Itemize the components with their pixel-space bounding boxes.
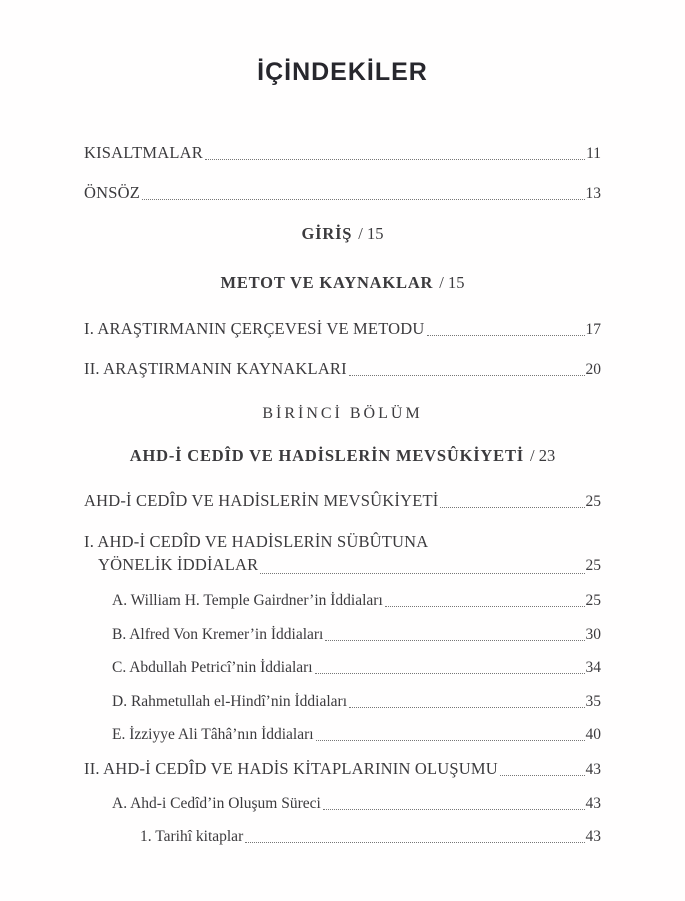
dotted-leader xyxy=(500,775,585,776)
section-heading-page: / 15 xyxy=(358,224,384,243)
toc-entry-page: 43 xyxy=(585,828,601,845)
dotted-leader xyxy=(316,740,585,741)
toc-entry-label: E. İzziyye Ali Tâhâ’nın İddiaları xyxy=(112,726,314,743)
toc-entry-mevsukiyeti xyxy=(84,491,601,512)
dotted-leader xyxy=(440,507,584,508)
chapter-heading-birinci-bolum xyxy=(84,403,601,425)
toc-entry-label: KISALTMALAR xyxy=(84,143,203,162)
toc-entry-label: II. AHD-İ CEDÎD VE HADİS KİTAPLARININ OLUŞUMU xyxy=(84,759,498,778)
toc-entry-page: 25 xyxy=(585,493,601,510)
dotted-leader xyxy=(142,199,584,200)
toc-entry-label: ÖNSÖZ xyxy=(84,183,141,202)
toc-entry-izziyye-ali-taha xyxy=(84,725,601,745)
dotted-leader xyxy=(315,673,585,674)
toc-entry-label: B. Alfred Von Kremer’in İddiaları xyxy=(112,626,324,643)
dotted-leader xyxy=(385,606,585,607)
dotted-leader xyxy=(349,375,585,376)
toc-entry-onsoz xyxy=(84,183,601,204)
toc-entry-page: 11 xyxy=(586,145,601,162)
dotted-leader xyxy=(245,842,584,843)
section-heading-ahdi-cedid xyxy=(84,445,601,467)
dotted-leader xyxy=(323,809,585,810)
toc-entry-arastirmanin-kaynaklari xyxy=(84,359,601,380)
toc-entry-page: 43 xyxy=(585,761,601,778)
toc-entry-el-hindi xyxy=(84,692,601,712)
section-heading-label: METOT VE KAYNAKLAR xyxy=(220,273,434,292)
toc-entry-page: 35 xyxy=(585,693,601,710)
dotted-leader xyxy=(349,707,584,708)
toc-entry-label-line1: I. AHD-İ CEDÎD VE HADİSLERİN SÜBÛTUNA xyxy=(84,532,429,551)
toc-entry-page: 17 xyxy=(585,321,601,338)
toc-entry-page: 13 xyxy=(585,185,601,202)
section-heading-page: / 23 xyxy=(529,446,556,465)
toc-entry-page: 40 xyxy=(585,726,601,743)
section-heading-metot-ve-kaynaklar xyxy=(84,272,601,294)
toc-entry-label: D. Rahmetullah el-Hindî’nin İddiaları xyxy=(112,693,348,710)
section-heading-page: / 15 xyxy=(439,273,465,292)
chapter-heading-label: BİRİNCİ BÖLÜM xyxy=(262,405,423,422)
toc-entry-label-line2: YÖNELİK İDDİALAR xyxy=(98,555,259,574)
toc-entry-label: 1. Tarihî kitaplar xyxy=(140,828,244,845)
toc-entry-hadis-kitaplarinin-olusumu xyxy=(84,759,601,780)
toc-entry-olusum-sureci xyxy=(84,794,601,814)
toc-entry-petrici xyxy=(84,658,601,678)
section-heading-giris xyxy=(84,223,601,245)
toc-entry-kisaltmalar xyxy=(84,143,601,164)
toc-entry-gairdner xyxy=(84,591,601,611)
toc-entry-page: 20 xyxy=(585,361,601,378)
toc-entry-page: 34 xyxy=(585,659,601,676)
toc-entry-label: AHD-İ CEDÎD VE HADİSLERİN MEVSÛKİYETİ xyxy=(84,491,439,510)
toc-entry-page: 25 xyxy=(585,557,601,574)
toc-entry-label: C. Abdullah Petricî’nin İddiaları xyxy=(112,659,313,676)
toc-entry-page: 43 xyxy=(585,795,601,812)
toc-entry-page: 25 xyxy=(585,592,601,609)
dotted-leader xyxy=(260,573,584,574)
toc-entry-arastirmanin-cercevesi xyxy=(84,319,601,340)
dotted-leader xyxy=(205,159,585,160)
dotted-leader xyxy=(427,335,585,336)
section-heading-label: GİRİŞ xyxy=(301,224,353,243)
toc-entry-tarihi-kitaplar xyxy=(84,827,601,847)
section-heading-label: AHD-İ CEDÎD VE HADİSLERİN MEVSÛKİYETİ xyxy=(129,446,524,465)
toc-entry-subutuna-yonelik-iddialar xyxy=(84,532,601,578)
toc-entry-label: I. ARAŞTIRMANIN ÇERÇEVESİ VE METODU xyxy=(84,319,425,338)
toc-entry-kremer xyxy=(84,625,601,645)
toc-entry-label: A. William H. Temple Gairdner’in İddiaları xyxy=(112,592,383,609)
page-title: İÇİNDEKİLER xyxy=(257,58,428,86)
toc-entry-page: 30 xyxy=(585,626,601,643)
toc-entry-label: A. Ahd-i Cedîd’in Oluşum Süreci xyxy=(112,795,321,812)
toc-entry-label: II. ARAŞTIRMANIN KAYNAKLARI xyxy=(84,359,347,378)
dotted-leader xyxy=(325,640,584,641)
